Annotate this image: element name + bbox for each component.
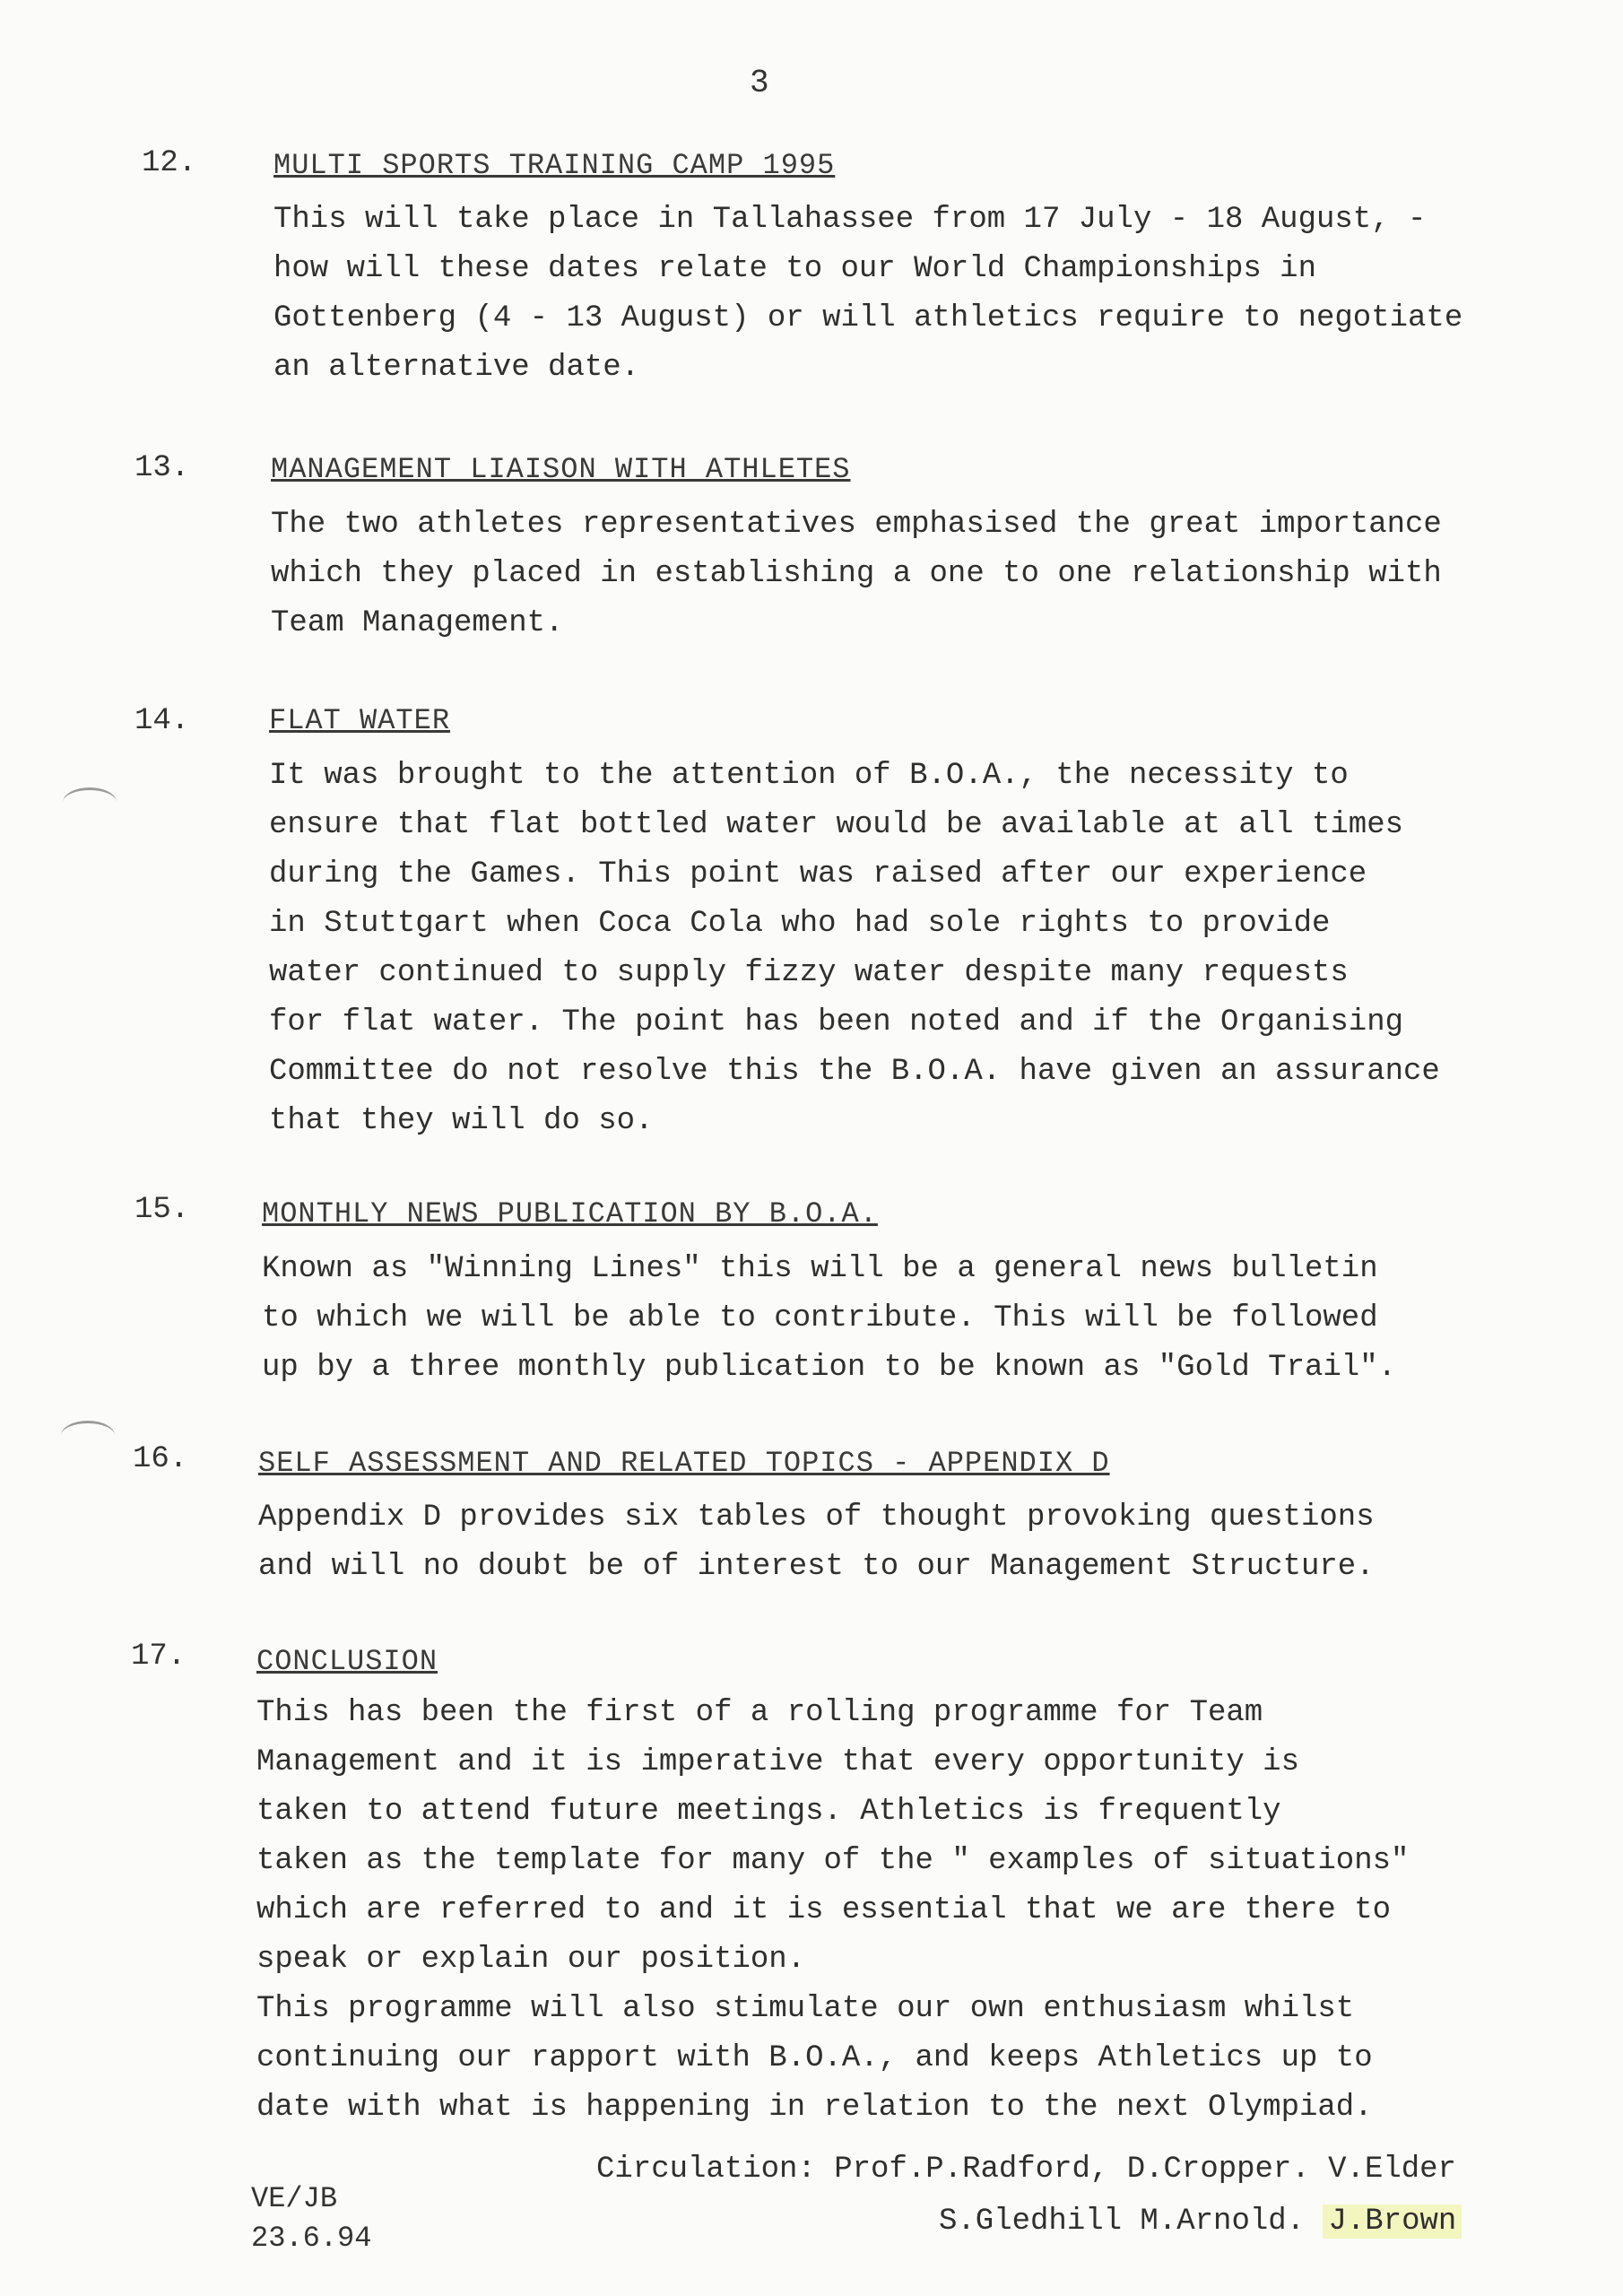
footer-reference: [251, 2179, 371, 2258]
section-title: MULTI SPORTS TRAINING CAMP 1995: [273, 149, 836, 182]
punch-hole-upper: [63, 787, 117, 817]
body-line: an alternative date.: [273, 351, 640, 385]
section-body: [273, 196, 1462, 393]
body-line: which are referred to and it is essential that we are there to: [256, 1893, 1392, 1927]
section-title: CONCLUSION: [256, 1645, 438, 1678]
section-body: [271, 500, 1442, 648]
section-body: [258, 1493, 1375, 1592]
section-number: 14.: [135, 704, 190, 738]
section-number: 13.: [135, 451, 190, 485]
body-line: water continued to supply fizzy water despite many requests: [269, 956, 1349, 990]
body-line: continuing our rapport with B.O.A., and keeps Athletics up to: [256, 2041, 1373, 2075]
section-number: 12.: [142, 146, 197, 180]
body-line: speak or explain our position.: [256, 1943, 806, 1977]
body-line: in Stuttgart when Coca Cola who had sole rights to provide: [269, 907, 1331, 941]
body-line: how will these dates relate to our World Championships in: [273, 252, 1316, 286]
circulation-line-1: [596, 2144, 1462, 2196]
body-line: during the Games. This point was raised after our experience: [269, 857, 1367, 891]
section-number: 16.: [133, 1442, 188, 1476]
body-line: up by a three monthly publication to be known as "Gold Trail".: [262, 1351, 1397, 1385]
body-line: and will no doubt be of interest to our Management Structure.: [258, 1550, 1375, 1584]
section-number: 17.: [131, 1639, 187, 1674]
body-line: It was brought to the attention of B.O.A., the necessity to: [269, 759, 1349, 793]
body-line: which they placed in establishing a one to one relationship with: [271, 557, 1442, 591]
body-line: taken as the template for many of the " examples of situations": [256, 1844, 1410, 1878]
body-line: This programme will also stimulate our own enthusiasm whilst: [256, 1992, 1355, 2026]
body-line: Committee do not resolve this the B.O.A. have given an assurance: [269, 1055, 1440, 1089]
body-line: Known as "Winning Lines" this will be a general news bulletin: [262, 1252, 1378, 1286]
section-title: SELF ASSESSMENT AND RELATED TOPICS - APPENDIX D: [258, 1447, 1110, 1480]
section-number: 15.: [135, 1193, 190, 1227]
section-body: [269, 752, 1440, 1146]
author-initials: VE/JB: [251, 2182, 338, 2215]
section-title: MONTHLY NEWS PUBLICATION BY B.O.A.: [262, 1197, 878, 1231]
document-date: 23.6.94: [251, 2222, 372, 2255]
body-line: to which we will be able to contribute. This will be followed: [262, 1301, 1378, 1335]
circulation-line-2: [596, 2196, 1462, 2248]
section-body: [256, 1689, 1409, 2133]
body-line: taken to attend future meetings. Athletics is frequently: [256, 1795, 1281, 1829]
circulation-block: [596, 2144, 1462, 2248]
section-body: [262, 1245, 1396, 1393]
body-line: Appendix D provides six tables of thought provoking questions: [258, 1500, 1375, 1535]
body-line: This will take place in Tallahassee from 17 July - 18 August, -: [273, 203, 1427, 237]
section-title: FLAT WATER: [269, 704, 451, 737]
body-line: for flat water. The point has been noted and if the Organising: [269, 1005, 1404, 1039]
section-title: MANAGEMENT LIAISON WITH ATHLETES: [271, 453, 851, 486]
circulation-label: Circulation:: [596, 2152, 816, 2187]
body-line: Management and it is imperative that every opportunity is: [256, 1745, 1299, 1779]
punch-hole-lower: [61, 1421, 115, 1450]
body-line: that they will do so.: [269, 1104, 654, 1138]
body-line: Team Management.: [271, 606, 564, 640]
highlighted-name: J.Brown: [1323, 2205, 1462, 2239]
body-line: ensure that flat bottled water would be available at all times: [269, 808, 1404, 842]
body-line: The two athletes representatives emphasised the great importance: [271, 508, 1442, 542]
page-number: 3: [750, 65, 769, 101]
body-line: date with what is happening in relation to the next Olympiad.: [256, 2091, 1373, 2125]
circulation-names-1: Prof.P.Radford, D.Cropper. V.Elder: [834, 2152, 1456, 2187]
body-line: This has been the first of a rolling programme for Team: [256, 1696, 1263, 1730]
circulation-names-2: S.Gledhill M.Arnold.: [939, 2205, 1306, 2239]
body-line: Gottenberg (4 - 13 August) or will athletics require to negotiate: [273, 301, 1463, 335]
